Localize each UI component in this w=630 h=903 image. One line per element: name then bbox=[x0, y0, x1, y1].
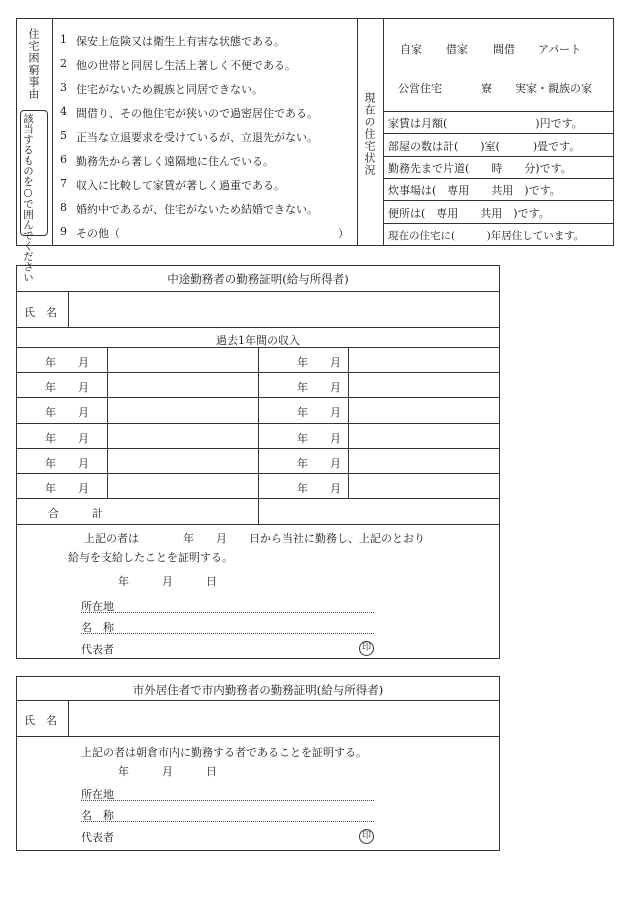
cert1-statement-line1: 上記の者は 年 月 日から当社に勤務し、上記のとおり bbox=[84, 532, 425, 545]
reason-5-text[interactable]: 正当な立退要求を受けているが、立退先がない。 bbox=[76, 131, 318, 144]
cert2-company-label: 名 称 bbox=[81, 809, 114, 822]
income-amount-field[interactable] bbox=[108, 474, 257, 498]
divider bbox=[383, 156, 614, 157]
total-amount-field[interactable] bbox=[259, 499, 499, 523]
kitchen-line[interactable]: 炊事場は( 専用 共用 )です。 bbox=[388, 184, 561, 197]
divider bbox=[16, 736, 500, 737]
rooms-line[interactable]: 部屋の数は計( )室( )畳です。 bbox=[388, 140, 581, 153]
cert1-statement-line2: 給与を支給したことを証明する。 bbox=[68, 551, 233, 564]
cert2-company-line[interactable] bbox=[81, 821, 374, 822]
income-amount-field[interactable] bbox=[349, 373, 499, 397]
month-label: 年 月 bbox=[45, 457, 89, 470]
toilet-line[interactable]: 便所は( 専用 共用 )です。 bbox=[388, 207, 550, 220]
income-amount-field[interactable] bbox=[349, 348, 499, 372]
commute-line[interactable]: 勤務先まで片道( 時 分)です。 bbox=[388, 162, 572, 175]
month-label: 年 月 bbox=[45, 406, 89, 419]
month-label: 年 月 bbox=[45, 381, 89, 394]
housing-type-rented[interactable]: 借家 bbox=[446, 43, 468, 56]
income-amount-field[interactable] bbox=[108, 424, 257, 448]
divider bbox=[383, 133, 614, 134]
cert1-title: 中途勤務者の勤務証明(給与所得者) bbox=[167, 272, 349, 286]
reason-1-number: 1 bbox=[60, 33, 67, 46]
income-amount-field[interactable] bbox=[108, 373, 257, 397]
reason-2-text[interactable]: 他の世帯と同居し生活上著しく不便である。 bbox=[76, 59, 296, 72]
divider bbox=[357, 18, 358, 246]
housing-type-apartment[interactable]: アパート bbox=[538, 43, 582, 56]
cert2-address-label: 所在地 bbox=[81, 788, 114, 801]
income-amount-field[interactable] bbox=[108, 398, 257, 422]
divider bbox=[383, 223, 614, 224]
cert2-statement: 上記の者は朝倉市内に勤務する者であることを証明する。 bbox=[81, 746, 367, 759]
reason-7-text[interactable]: 収入に比較して家賃が著しく過重である。 bbox=[76, 179, 285, 192]
cert1-representative-label: 代表者 bbox=[81, 643, 114, 656]
cert1-seal-mark: 印 bbox=[359, 641, 374, 656]
month-label: 年 月 bbox=[297, 356, 341, 369]
cert2-date-label[interactable]: 年 月 日 bbox=[118, 765, 217, 778]
divider bbox=[383, 178, 614, 179]
reason-2-number: 2 bbox=[60, 57, 67, 70]
income-amount-field[interactable] bbox=[108, 449, 257, 473]
reason-8-number: 8 bbox=[60, 201, 67, 214]
reason-3-number: 3 bbox=[60, 81, 67, 94]
cert2-name-label: 氏 名 bbox=[24, 714, 57, 727]
rent-line[interactable]: 家賃は月額( )円です。 bbox=[388, 117, 583, 130]
divider bbox=[16, 524, 500, 525]
divider bbox=[383, 18, 384, 246]
cert1-company-label: 名 称 bbox=[81, 621, 114, 634]
cert2-seal-mark: 印 bbox=[359, 829, 374, 844]
reason-6-number: 6 bbox=[60, 153, 67, 166]
month-label: 年 月 bbox=[297, 432, 341, 445]
income-amount-field[interactable] bbox=[349, 398, 499, 422]
month-label: 年 月 bbox=[297, 406, 341, 419]
month-label: 年 月 bbox=[45, 356, 89, 369]
housing-type-family-home[interactable]: 実家・親族の家 bbox=[515, 82, 592, 95]
current-housing-label: 現在の住宅状況 bbox=[363, 92, 376, 176]
month-label: 年 月 bbox=[297, 457, 341, 470]
cert1-name-field[interactable] bbox=[69, 292, 499, 326]
reason-7-number: 7 bbox=[60, 177, 67, 190]
reason-6-text[interactable]: 勤務先から著しく遠隔地に住んでいる。 bbox=[76, 155, 274, 168]
reason-9-text[interactable]: その他（ bbox=[76, 227, 120, 240]
residence-years-line[interactable]: 現在の住宅に( )年居住しています。 bbox=[388, 230, 585, 242]
month-label: 年 月 bbox=[297, 381, 341, 394]
income-amount-field[interactable] bbox=[349, 474, 499, 498]
income-amount-field[interactable] bbox=[108, 348, 257, 372]
divider bbox=[383, 200, 614, 201]
reason-9-number: 9 bbox=[60, 225, 67, 238]
month-label: 年 月 bbox=[297, 482, 341, 495]
reason-8-text[interactable]: 婚約中であるが、住宅がないため結婚できない。 bbox=[76, 203, 318, 216]
cert2-address-line[interactable] bbox=[81, 800, 374, 801]
cert1-address-line[interactable] bbox=[81, 612, 374, 613]
income-header: 過去1年間の収入 bbox=[216, 334, 300, 347]
total-label: 合 計 bbox=[48, 507, 103, 520]
cert2-representative-label: 代表者 bbox=[81, 831, 114, 844]
cert1-date-label[interactable]: 年 月 日 bbox=[118, 575, 217, 588]
instruction-text: 該当するものを○で囲んでください bbox=[22, 113, 34, 283]
housing-type-owned[interactable]: 自家 bbox=[400, 43, 422, 56]
reason-4-text[interactable]: 間借り、その他住宅が狭いので過密居住である。 bbox=[76, 107, 318, 120]
cert1-company-line[interactable] bbox=[81, 633, 374, 634]
housing-type-dorm[interactable]: 寮 bbox=[481, 82, 492, 95]
cert1-name-label: 氏 名 bbox=[24, 306, 57, 319]
cert2-title: 市外居住者で市内勤務者の勤務証明(給与所得者) bbox=[132, 683, 384, 697]
income-amount-field[interactable] bbox=[349, 424, 499, 448]
reason-1-text[interactable]: 保安上危険又は衛生上有害な状態である。 bbox=[76, 35, 285, 48]
income-amount-field[interactable] bbox=[349, 449, 499, 473]
reason-3-text[interactable]: 住宅がないため親族と同居できない。 bbox=[76, 83, 263, 96]
cert1-address-label: 所在地 bbox=[81, 600, 114, 613]
divider bbox=[52, 18, 53, 246]
housing-type-public[interactable]: 公営住宅 bbox=[398, 82, 442, 95]
divider bbox=[383, 111, 614, 112]
cert2-name-field[interactable] bbox=[69, 701, 499, 735]
month-label: 年 月 bbox=[45, 482, 89, 495]
divider bbox=[258, 347, 259, 524]
reason-9-close-paren: ） bbox=[338, 227, 349, 240]
divider bbox=[16, 327, 500, 328]
reason-label: 住宅困窮事由 bbox=[27, 28, 40, 100]
reason-4-number: 4 bbox=[60, 105, 67, 118]
month-label: 年 月 bbox=[45, 432, 89, 445]
housing-type-room-rental[interactable]: 間借 bbox=[493, 43, 515, 56]
reason-5-number: 5 bbox=[60, 129, 67, 142]
